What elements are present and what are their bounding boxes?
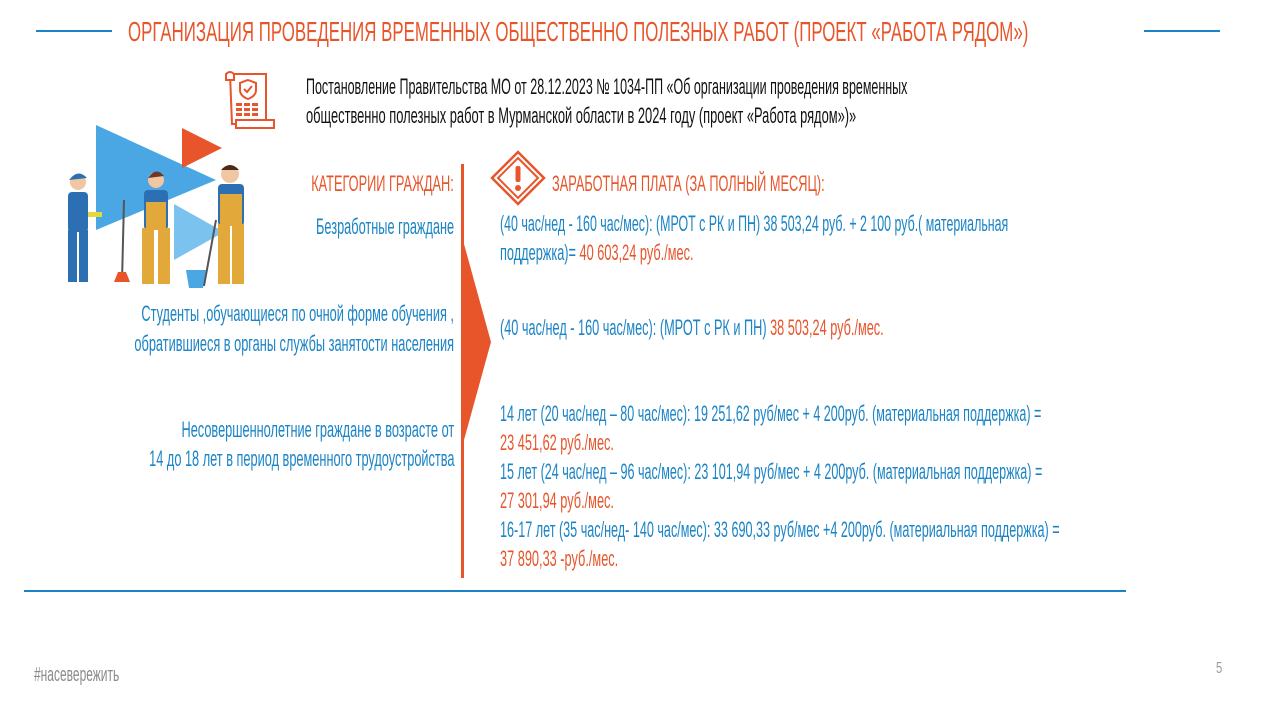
salary-unemployed-line-1: (40 час/нед - 160 час/мес): (МРОТ с РК и ПН) 38 503,24 руб. + 2 100 руб.( материальная [500, 211, 1009, 236]
category-unemployed: Безработные граждане [315, 214, 454, 239]
category-students-line-2: обратившиеся в органы службы занятости населения [134, 331, 454, 356]
salary-minor14-total: 23 451,62 руб./мес. [500, 430, 614, 455]
salary-unemployed-text: поддержка)= [500, 240, 580, 265]
salary-minor15-total: 27 301,94 руб./мес. [500, 488, 614, 513]
categories-heading: КАТЕГОРИИ ГРАЖДАН: [311, 171, 454, 196]
category-minors-line-1: Несовершеннолетние граждане в возрасте от [181, 417, 454, 442]
title-line-right [1144, 30, 1220, 32]
decree-line-2: общественно полезных работ в Мурманской области в 2024 году (проект «Работа рядом»)» [306, 103, 857, 128]
salary-students-text: (40 час/нед - 160 час/мес): (МРОТ с РК и ПН) [500, 315, 771, 340]
salary-students-total: 38 503,24 руб./мес. [770, 315, 884, 340]
salary-minor16-line-1: 16-17 лет (35 час/нед- 140 час/мес): 33 690,33 руб/мес +4 200руб. (материальная поддержка) = [500, 517, 1060, 542]
salary-students-line [500, 315, 884, 341]
category-minors-line-2: 14 до 18 лет в период временного трудоустройства [148, 446, 454, 471]
title-line-left [36, 30, 112, 32]
salary-minor16-total: 37 890,33 -руб./мес. [500, 546, 619, 571]
footer-hashtag: #насевережить [34, 664, 120, 686]
warning-icon [490, 150, 546, 206]
bottom-divider [24, 590, 1126, 592]
page-number: 5 [1216, 660, 1223, 677]
salary-unemployed-total: 40 603,24 руб./мес. [579, 240, 694, 265]
page-title: ОРГАНИЗАЦИЯ ПРОВЕДЕНИЯ ВРЕМЕННЫХ ОБЩЕСТВЕННО ПОЛЕЗНЫХ РАБОТ (ПРОЕКТ «РАБОТА РЯДОМ») [128, 16, 1029, 47]
salary-minor15-line-1: 15 лет (24 час/нед – 96 час/мес): 23 101,94 руб/мес + 4 200руб. (материальная поддержка) = [500, 459, 1043, 484]
workers-illustration [56, 120, 270, 292]
divider-arrow [455, 164, 495, 580]
salary-heading: ЗАРАБОТНАЯ ПЛАТА (ЗА ПОЛНЫЙ МЕСЯЦ): [552, 171, 825, 196]
category-students-line-1: Студенты ,обучающиеся по очной форме обучения , [141, 301, 454, 326]
salary-minor14-line-1: 14 лет (20 час/нед – 80 час/мес): 19 251,62 руб/мес + 4 200руб. (материальная поддержка) = [500, 401, 1042, 426]
decree-line-1: Постановление Правительства МО от 28.12.2023 № 1034-ПП «Об организации проведения временных [306, 74, 908, 99]
salary-unemployed-line-2 [500, 240, 694, 266]
